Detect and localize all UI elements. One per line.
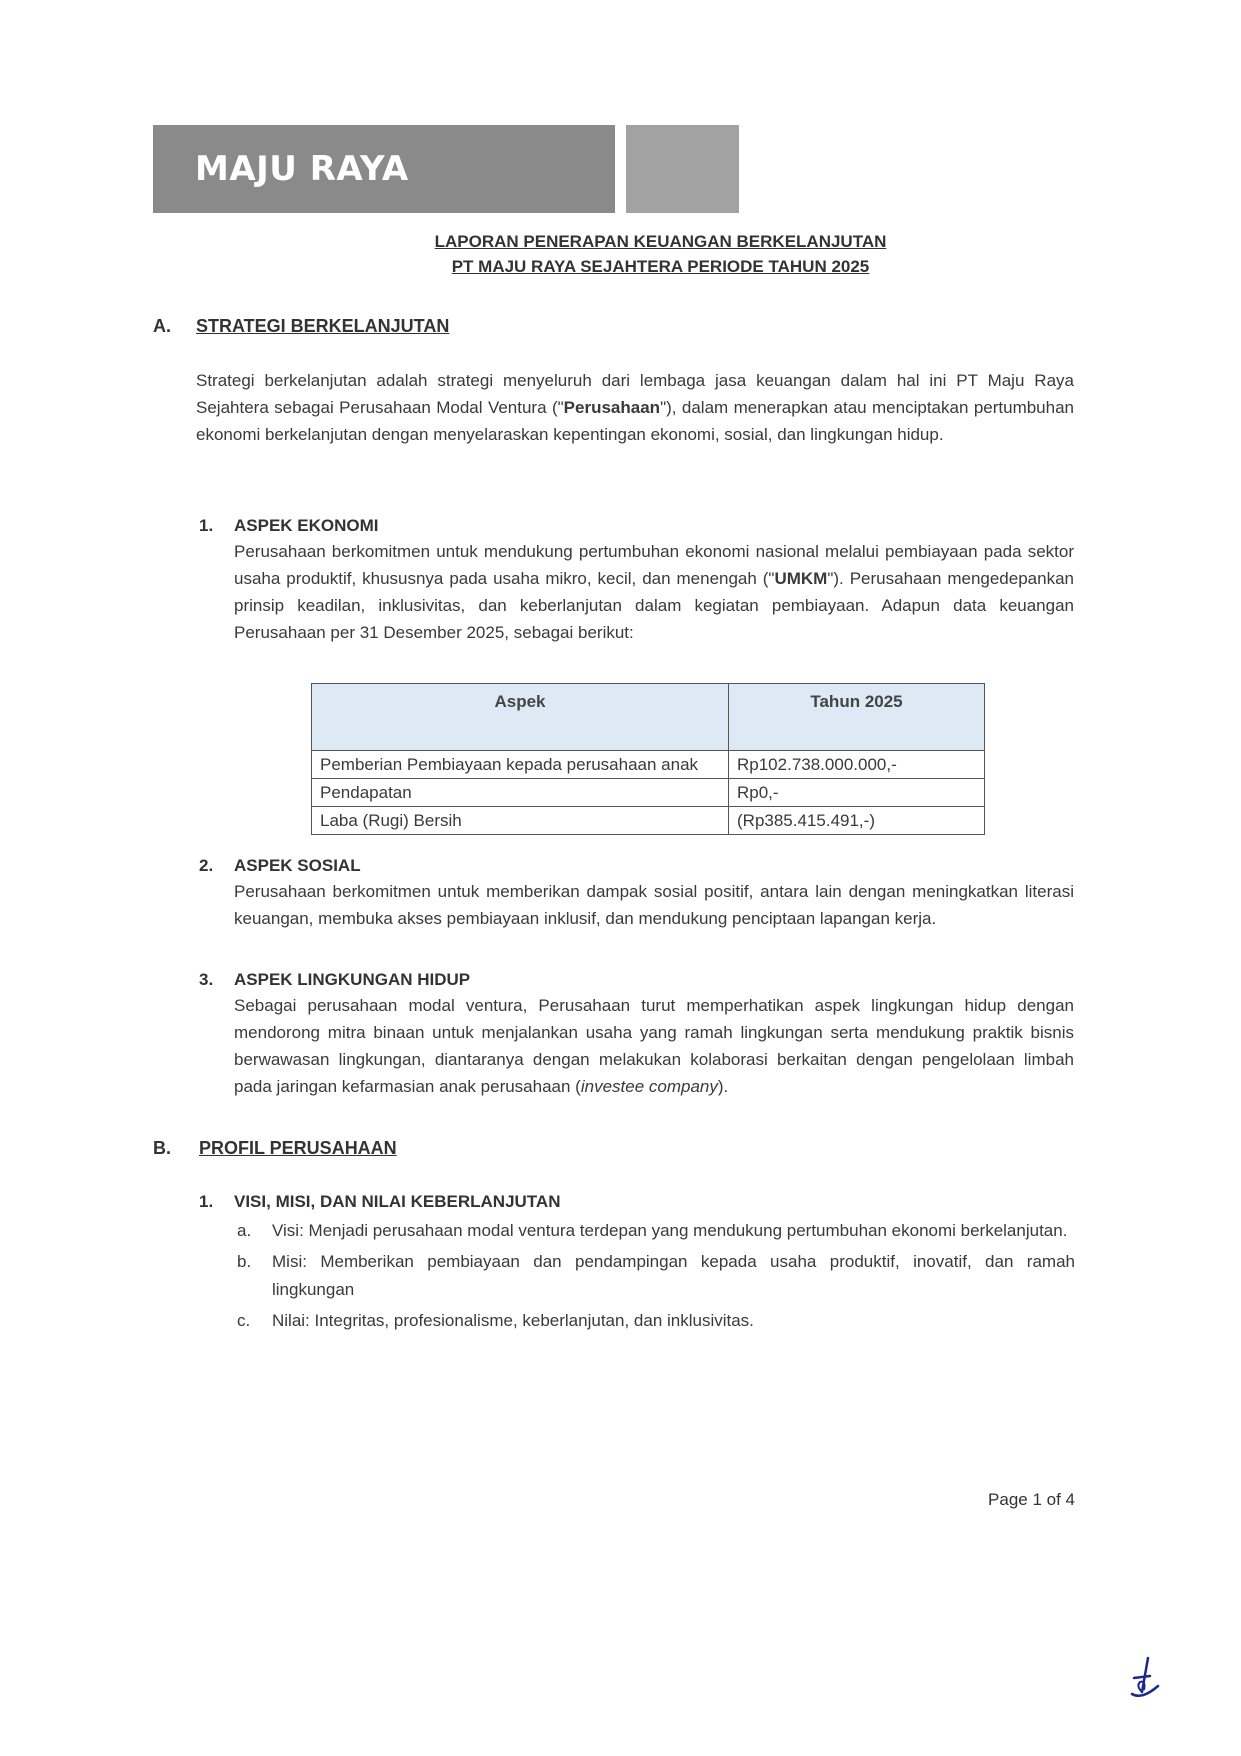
intro-bold-term: Perusahaan xyxy=(563,398,661,417)
section-title: PROFIL PERUSAHAAN xyxy=(199,1138,397,1158)
page-number: Page 1 of 4 xyxy=(988,1490,1075,1509)
lingkungan-text-end: ). xyxy=(717,1077,729,1096)
intro-text: Strategi berkelanjutan adalah strategi menyeluruh dari lembaga jasa keuangan dalam hal ini PT Maju Raya Sejahtera sebagai Perusahaan Modal Ventura (" xyxy=(196,371,1074,417)
subsection-title: ASPEK SOSIAL xyxy=(234,856,361,875)
title-line-2: PT MAJU RAYA SEJAHTERA PERIODE TAHUN 2025 xyxy=(451,257,870,276)
company-logo-banner: MAJU RAYA SEJAHTERA xyxy=(153,125,615,213)
section-title: STRATEGI BERKELANJUTAN xyxy=(196,316,450,336)
aspek-lingkungan-heading xyxy=(199,970,470,990)
subsection-title: ASPEK LINGKUNGAN HIDUP xyxy=(234,970,471,989)
list-marker: a. xyxy=(237,1221,252,1240)
intro-text-end: "), dalam menerapkan atau menciptakan pertumbuhan ekonomi berkelanjutan dengan menyelaraskan kepentingan ekonomi, sosial, dan lingkungan hidup. xyxy=(196,398,1074,444)
ekonomi-text: Perusahaan berkomitmen untuk mendukung pertumbuhan ekonomi nasional melalui pembiayaan pada sektor usaha produktif, khususnya pada usaha mikro, kecil, dan menengah (" xyxy=(234,542,1074,588)
subsection-title: ASPEK EKONOMI xyxy=(234,516,379,535)
list-item-text: Visi: Menjadi perusahaan modal ventura terdepan yang mendukung pertumbuhan ekonomi berkelanjutan. xyxy=(272,1221,1068,1240)
list-item xyxy=(237,1217,1075,1245)
table-header-tahun: Tahun 2025 xyxy=(729,684,985,751)
section-a-intro xyxy=(196,367,1074,448)
lingkungan-text: Sebagai perusahaan modal ventura, Perusahaan turut memperhatikan aspek lingkungan hidup dengan mendorong mitra binaan untuk menjalankan usaha yang ramah lingkungan serta mendukung praktik bisnis berwawasan lingkungan, diantaranya dengan melakukan kolaborasi berkaitan dengan pengelolaan limbah pada jaringan kefarmasian anak perusahaan ( xyxy=(234,996,1074,1096)
aspek-sosial-heading xyxy=(199,856,361,876)
list-item xyxy=(237,1307,1075,1335)
subsection-number: 3. xyxy=(199,970,214,989)
aspek-ekonomi-heading xyxy=(199,516,379,536)
visi-misi-heading xyxy=(199,1192,560,1212)
list-marker: b. xyxy=(237,1252,252,1271)
table-cell-nilai: Rp102.738.000.000,- xyxy=(729,751,985,779)
table-cell-aspek: Pendapatan xyxy=(312,779,729,807)
logo-accent-block xyxy=(626,125,739,213)
list-marker: c. xyxy=(237,1311,251,1330)
table-row xyxy=(312,751,985,779)
table-row xyxy=(312,779,985,807)
subsection-title: VISI, MISI, DAN NILAI KEBERLANJUTAN xyxy=(234,1192,561,1211)
list-item-text: Nilai: Integritas, profesionalisme, keberlanjutan, dan inklusivitas. xyxy=(272,1311,754,1330)
subsection-number: 1. xyxy=(199,516,214,535)
aspek-ekonomi-text xyxy=(234,538,1074,646)
subsection-number: 1. xyxy=(199,1192,214,1211)
section-letter: B. xyxy=(153,1138,171,1158)
title-line-1: LAPORAN PENERAPAN KEUANGAN BERKELANJUTAN xyxy=(434,232,887,251)
lingkungan-italic-term: investee company xyxy=(580,1077,718,1096)
visi-misi-list xyxy=(237,1217,1075,1338)
table-header-row xyxy=(312,684,985,751)
table-row xyxy=(312,807,985,835)
table-cell-nilai: Rp0,- xyxy=(729,779,985,807)
financial-table xyxy=(311,683,985,835)
signature-initial-mark xyxy=(1128,1656,1164,1700)
table-cell-aspek: Pemberian Pembiayaan kepada perusahaan anak xyxy=(312,751,729,779)
document-title xyxy=(40,229,1241,279)
table-cell-nilai: (Rp385.415.491,-) xyxy=(729,807,985,835)
table-header-aspek: Aspek xyxy=(312,684,729,751)
table-cell-aspek: Laba (Rugi) Bersih xyxy=(312,807,729,835)
section-letter: A. xyxy=(153,316,171,336)
subsection-number: 2. xyxy=(199,856,214,875)
list-item xyxy=(237,1248,1075,1304)
ekonomi-text-end: "). Perusahaan mengedepankan prinsip keadilan, inklusivitas, dan keberlanjutan dalam kegiatan pembiayaan. Adapun data keuangan Perusahaan per 31 Desember 2025, sebagai berikut: xyxy=(234,569,1074,642)
aspek-sosial-text: Perusahaan berkomitmen untuk memberikan dampak sosial positif, antara lain dengan meningkatkan literasi keuangan, membuka akses pembiayaan inklusif, dan mendukung penciptaan lapangan kerja. xyxy=(234,882,1074,928)
list-item-text: Misi: Memberikan pembiayaan dan pendampingan kepada usaha produktif, inovatif, dan ramah lingkungan xyxy=(272,1252,1075,1299)
aspek-lingkungan-text xyxy=(234,992,1074,1100)
ekonomi-bold-term: UMKM xyxy=(774,569,828,588)
